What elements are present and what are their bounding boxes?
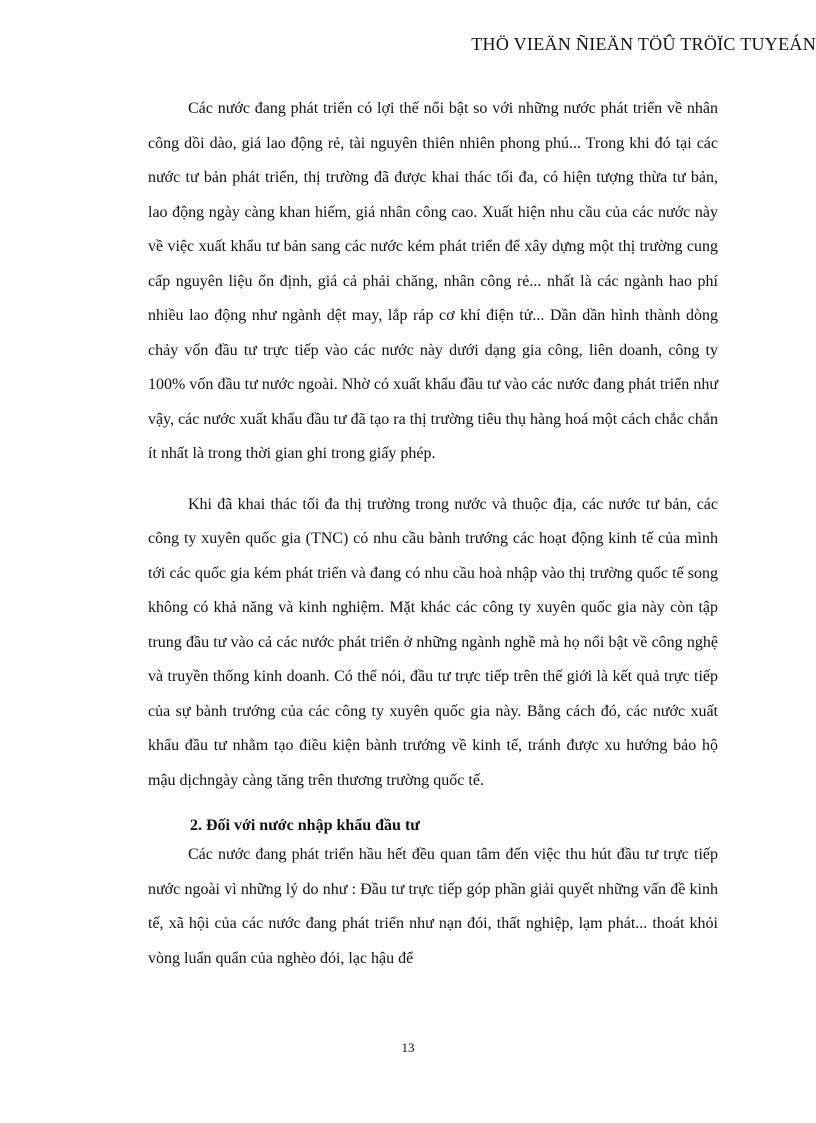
section-heading: 2. Đối với nước nhập khẩu đầu tư <box>190 817 420 834</box>
page-number: 13 <box>401 1040 415 1055</box>
page-header: THÖ VIEÄN ÑIEÄN TÖÛ TRÖÏC TUYEÁN <box>471 34 816 54</box>
body-paragraph: Các nước đang phát triển hầu hết đều quan tâm đến việc thu hút đầu tư trực tiếp nước ngoài vì những lý do như : Đầu tư trực tiếp góp phần giải quyết những vấn đề kinh tế, xã hội của các nước đang phát triển như nạn đói, thất nghiệp, lạm phát... thoát khỏi vòng luẩn quẩn của nghèo đói, lạc hậu để <box>148 846 718 967</box>
body-paragraph: Các nước đang phát triển có lợi thế nổi bật so với những nước phát triển về nhân công dồi dào, giá lao động rẻ, tài nguyên thiên nhiên phong phú... Trong khi đó tại các nước tư bản phát triển, thị trường đã được khai thác tối đa, có hiện tượng thừa tư bản, lao động ngày càng khan hiếm, giá nhân công cao. Xuất hiện nhu cầu của các nước này về việc xuất khẩu tư bản sang các nước kém phát triển để xây dựng một thị trường cung cấp nguyên liệu ổn định, giá cả phải chăng, nhân công rẻ... nhất là các ngành hao phí nhiều lao động như ngành dệt may, lắp ráp cơ khí điện tử... Dần dần hình thành dòng chảy vốn đầu tư trực tiếp vào các nước này dưới dạng gia công, liên doanh, công ty 100% vốn đầu tư nước ngoài. Nhờ có xuất khẩu đầu tư vào các nước đang phát triển như vậy, các nước xuất khẩu đầu tư đã tạo ra thị trường tiêu thụ hàng hoá một cách chắc chắn ít nhất là trong thời gian ghi trong giấy phép. <box>148 100 718 462</box>
body-paragraph: Khi đã khai thác tối đa thị trường trong nước và thuộc địa, các nước tư bản, các công ty xuyên quốc gia (TNC) có nhu cầu bành trướng các hoạt động kinh tế của mình tới các quốc gia kém phát triển và đang có nhu cầu hoà nhập vào thị trường quốc tế song không có khả năng và kinh nghiệm. Mặt khác các công ty xuyên quốc gia này còn tập trung đầu tư vào cả các nước phát triển ở những ngành nghề mà họ nổi bật về công nghệ và truyền thống kinh doanh. Có thể nói, đầu tư trực tiếp trên thế giới là kết quả trực tiếp của sự bành trướng của các công ty xuyên quốc gia này. Bằng cách đó, các nước xuất khẩu đầu tư nhằm tạo điều kiện bành trướng về kinh tế, tránh được xu hướng bảo hộ mậu dịchngày càng tăng trên thương trường quốc tế. <box>148 495 718 789</box>
document-body <box>148 92 718 976</box>
